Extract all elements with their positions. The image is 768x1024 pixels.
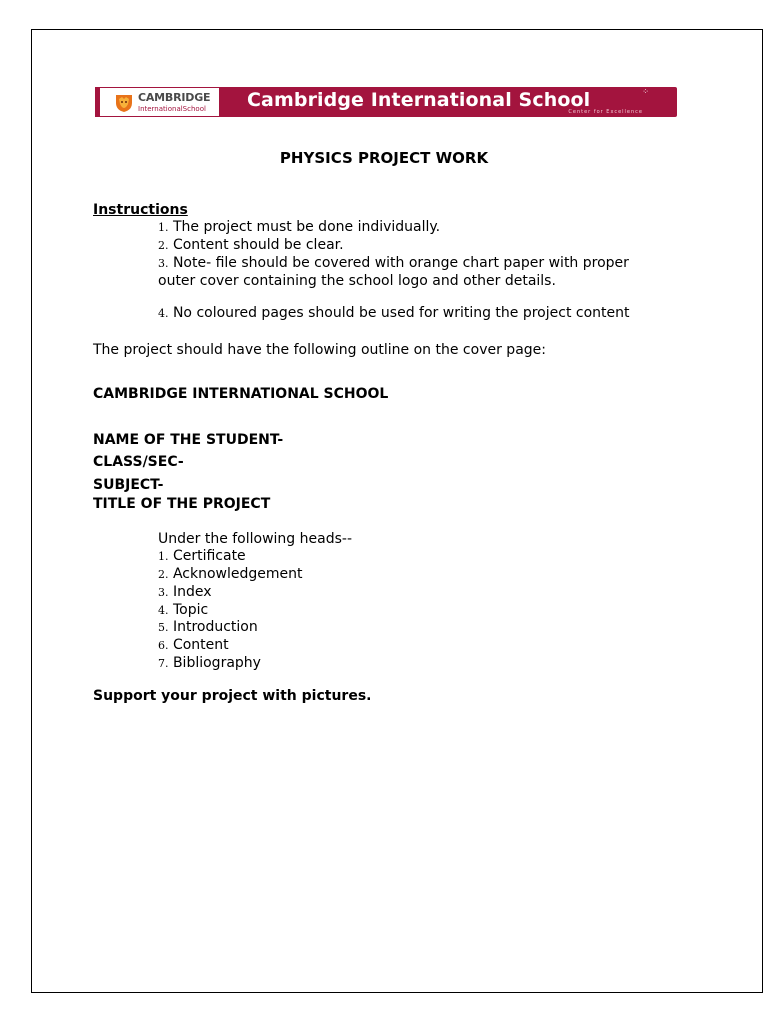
head-num: 5. <box>158 621 169 634</box>
banner-title: Cambridge International School <box>247 89 591 111</box>
head-item-6 <box>158 637 229 654</box>
head-text: Index <box>172 584 212 600</box>
page-title-text: PHYSICS PROJECT WORK <box>279 149 489 167</box>
sparkle-icon: ⁘ <box>642 87 649 96</box>
head-item-4 <box>158 602 208 619</box>
logo-subtitle: InternationalSchool <box>138 105 206 113</box>
head-num: 7. <box>158 657 169 670</box>
head-item-7 <box>158 655 261 672</box>
head-item-1 <box>158 548 246 565</box>
cover-school: CAMBRIDGE INTERNATIONAL SCHOOL <box>93 386 389 402</box>
head-text: Content <box>172 637 229 653</box>
head-num: 2. <box>158 568 169 581</box>
instruction-item-1 <box>158 219 440 236</box>
logo-box <box>95 87 219 117</box>
cover-class: CLASS/SEC- <box>93 454 184 470</box>
head-text: Acknowledgement <box>172 566 303 582</box>
instruction-num: 4. <box>158 307 169 320</box>
instruction-text: Content should be clear. <box>172 237 344 253</box>
heads-intro: Under the following heads-- <box>158 531 352 547</box>
page-title <box>0 149 768 167</box>
head-num: 3. <box>158 586 169 599</box>
instruction-item-3 <box>158 255 633 289</box>
instructions-label: Instructions <box>93 202 188 218</box>
logo-name: CAMBRIDGE <box>138 91 211 104</box>
instruction-item-2 <box>158 237 344 254</box>
head-item-3 <box>158 584 212 601</box>
head-text: Certificate <box>172 548 246 564</box>
instruction-num: 3. <box>158 257 169 270</box>
support-note: Support your project with pictures. <box>93 688 372 704</box>
head-text: Bibliography <box>172 655 261 671</box>
school-banner <box>95 87 677 117</box>
instruction-item-4 <box>158 305 633 323</box>
head-item-5 <box>158 619 258 636</box>
cover-student: NAME OF THE STUDENT- <box>93 432 284 448</box>
head-text: Topic <box>172 602 209 618</box>
head-text: Introduction <box>172 619 258 635</box>
shield-icon <box>114 93 134 113</box>
cover-subject: SUBJECT- <box>93 477 164 493</box>
outline-intro: The project should have the following outline on the cover page: <box>93 342 546 358</box>
cover-title: TITLE OF THE PROJECT <box>93 496 271 512</box>
instruction-text: No coloured pages should be used for writing the project content <box>172 305 630 321</box>
head-item-2 <box>158 566 302 583</box>
head-num: 1. <box>158 550 169 563</box>
banner-tagline: Center for Excellence <box>568 109 643 115</box>
instruction-text: Note- file should be covered with orange chart paper with proper outer cover containing the school logo and other details. <box>158 255 629 289</box>
instruction-text: The project must be done individually. <box>172 219 441 235</box>
instruction-num: 1. <box>158 221 169 234</box>
instruction-num: 2. <box>158 239 169 252</box>
head-num: 4. <box>158 604 169 617</box>
head-num: 6. <box>158 639 169 652</box>
banner-title-box <box>219 87 677 117</box>
